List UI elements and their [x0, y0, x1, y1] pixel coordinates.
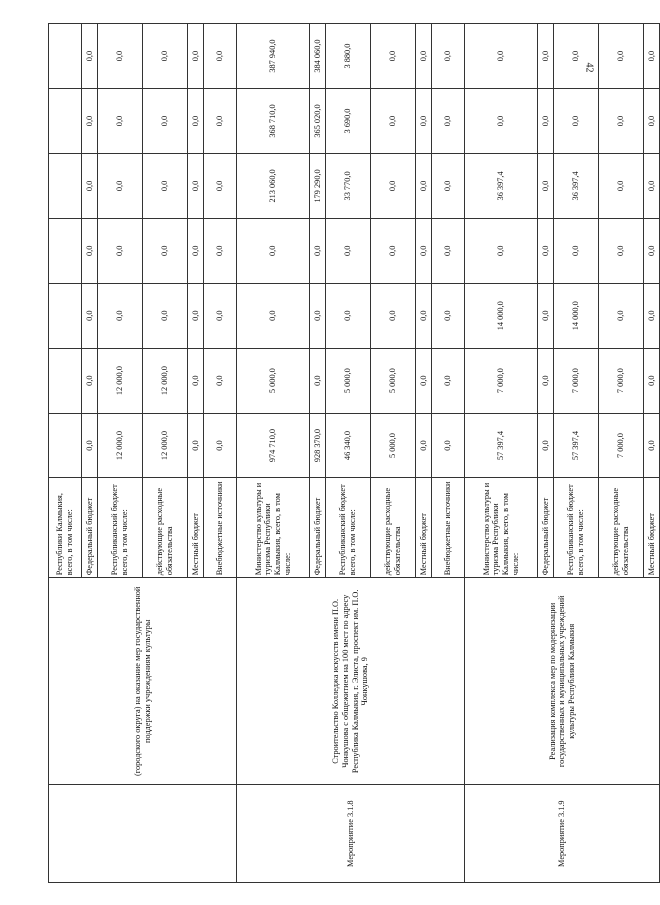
- amount-cell: [49, 88, 82, 153]
- amount-cell: 0,0: [538, 23, 554, 88]
- amount-cell: 0,0: [204, 218, 237, 283]
- amount-cell: 213 060,0: [237, 153, 310, 218]
- amount-cell: 0,0: [371, 23, 416, 88]
- amount-cell: 12 000,0: [143, 348, 188, 413]
- event-label-cell: [49, 784, 237, 882]
- funding-source-cell: Федеральный бюджет: [82, 477, 98, 577]
- amount-cell: 0,0: [644, 88, 660, 153]
- amount-cell: 7 000,0: [599, 413, 644, 478]
- amount-cell: 0,0: [143, 153, 188, 218]
- funding-source-cell: Местный бюджет: [644, 477, 660, 577]
- page-number: 42: [583, 62, 595, 73]
- amount-cell: 0,0: [237, 283, 310, 348]
- event-label-cell: Мероприятие 3.1.8: [237, 784, 465, 882]
- amount-cell: 0,0: [188, 88, 204, 153]
- event-label-cell: Мероприятие 3.1.9: [465, 784, 660, 882]
- amount-cell: 0,0: [237, 218, 310, 283]
- funding-source-cell: Республиканский бюджет всего, в том числе:: [326, 477, 371, 577]
- amount-cell: 5 000,0: [237, 348, 310, 413]
- funding-source-cell: Федеральный бюджет: [538, 477, 554, 577]
- amount-cell: 3 880,0: [326, 23, 371, 88]
- amount-cell: 0,0: [416, 153, 432, 218]
- amount-cell: 0,0: [371, 88, 416, 153]
- amount-cell: 0,0: [82, 153, 98, 218]
- amount-cell: 0,0: [188, 413, 204, 478]
- amount-cell: 0,0: [82, 348, 98, 413]
- amount-cell: 0,0: [188, 218, 204, 283]
- amount-cell: 0,0: [432, 283, 465, 348]
- funding-source-cell: Внебюджетные источники: [432, 477, 465, 577]
- amount-cell: 0,0: [82, 413, 98, 478]
- funding-source-cell: Министерство культуры и туризма Республики Калмыкия, всего, в том числе:: [237, 477, 310, 577]
- amount-cell: 0,0: [416, 413, 432, 478]
- amount-cell: 0,0: [554, 218, 599, 283]
- amount-cell: [49, 283, 82, 348]
- amount-cell: 0,0: [98, 218, 143, 283]
- amount-cell: 36 397,4: [465, 153, 538, 218]
- amount-cell: 0,0: [432, 413, 465, 478]
- table-row: [237, 23, 310, 882]
- amount-cell: 0,0: [432, 88, 465, 153]
- amount-cell: 0,0: [599, 23, 644, 88]
- amount-cell: 974 710,0: [237, 413, 310, 478]
- budget-table-body: [49, 23, 660, 882]
- amount-cell: 36 397,4: [554, 153, 599, 218]
- amount-cell: 387 940,0: [237, 23, 310, 88]
- amount-cell: 0,0: [644, 348, 660, 413]
- funding-source-cell: Местный бюджет: [416, 477, 432, 577]
- amount-cell: 0,0: [204, 413, 237, 478]
- amount-cell: 0,0: [310, 283, 326, 348]
- amount-cell: 0,0: [538, 153, 554, 218]
- amount-cell: 0,0: [98, 153, 143, 218]
- amount-cell: 179 290,0: [310, 153, 326, 218]
- amount-cell: 12 000,0: [98, 413, 143, 478]
- amount-cell: 0,0: [465, 218, 538, 283]
- amount-cell: 0,0: [143, 218, 188, 283]
- amount-cell: 0,0: [644, 218, 660, 283]
- amount-cell: 0,0: [416, 283, 432, 348]
- amount-cell: 0,0: [143, 88, 188, 153]
- amount-cell: 0,0: [465, 23, 538, 88]
- amount-cell: 368 710,0: [237, 88, 310, 153]
- funding-source-cell: Министерство культуры и туризма Республики Калмыкия, всего, в том числе:: [465, 477, 538, 577]
- amount-cell: 0,0: [204, 153, 237, 218]
- amount-cell: 0,0: [204, 23, 237, 88]
- amount-cell: 0,0: [554, 23, 599, 88]
- amount-cell: 14 000,0: [465, 283, 538, 348]
- amount-cell: 7 000,0: [599, 348, 644, 413]
- amount-cell: 0,0: [554, 88, 599, 153]
- amount-cell: 0,0: [82, 283, 98, 348]
- amount-cell: 0,0: [416, 218, 432, 283]
- amount-cell: 0,0: [326, 218, 371, 283]
- amount-cell: 12 000,0: [98, 348, 143, 413]
- amount-cell: [49, 348, 82, 413]
- amount-cell: 0,0: [432, 348, 465, 413]
- event-name-cell: Реализация комплекса мер по модернизации государственных и муниципальных учреждений культуры Республики Калмыкия: [465, 577, 660, 784]
- amount-cell: 0,0: [416, 23, 432, 88]
- amount-cell: 0,0: [82, 23, 98, 88]
- amount-cell: 365 020,0: [310, 88, 326, 153]
- amount-cell: 14 000,0: [554, 283, 599, 348]
- amount-cell: 0,0: [204, 283, 237, 348]
- amount-cell: 57 397,4: [554, 413, 599, 478]
- amount-cell: 0,0: [644, 283, 660, 348]
- amount-cell: 0,0: [599, 283, 644, 348]
- amount-cell: 7 000,0: [465, 348, 538, 413]
- amount-cell: 0,0: [432, 153, 465, 218]
- amount-cell: 0,0: [188, 348, 204, 413]
- amount-cell: 3 690,0: [326, 88, 371, 153]
- amount-cell: 0,0: [371, 283, 416, 348]
- table-row: [465, 23, 538, 882]
- amount-cell: 0,0: [644, 413, 660, 478]
- amount-cell: 0,0: [143, 283, 188, 348]
- amount-cell: [49, 218, 82, 283]
- amount-cell: 0,0: [371, 218, 416, 283]
- amount-cell: 0,0: [98, 23, 143, 88]
- amount-cell: 0,0: [82, 88, 98, 153]
- rotated-table-wrapper: [48, 23, 656, 883]
- funding-source-cell: действующие расходные обязательства: [371, 477, 416, 577]
- amount-cell: 0,0: [371, 153, 416, 218]
- amount-cell: 0,0: [326, 283, 371, 348]
- amount-cell: [49, 413, 82, 478]
- funding-source-cell: Местный бюджет: [188, 477, 204, 577]
- amount-cell: 0,0: [188, 283, 204, 348]
- amount-cell: 0,0: [310, 348, 326, 413]
- funding-source-cell: Внебюджетные источники: [204, 477, 237, 577]
- amount-cell: 12 000,0: [143, 413, 188, 478]
- amount-cell: 0,0: [538, 218, 554, 283]
- amount-cell: 0,0: [310, 218, 326, 283]
- amount-cell: [49, 23, 82, 88]
- amount-cell: 0,0: [538, 88, 554, 153]
- event-name-cell: (городского округа) на оказание мер государственной поддержки учреждениям культуры: [49, 577, 237, 784]
- event-name-cell: Строительство Колледжа искусств имени П.О. Чонкушова с общежитием на 100 мест по адресу Республика Калмыкия, г. Элиста, проспект им. П.О. Чонкушова, 9: [237, 577, 465, 784]
- amount-cell: 0,0: [98, 283, 143, 348]
- amount-cell: 0,0: [599, 153, 644, 218]
- amount-cell: 0,0: [599, 218, 644, 283]
- amount-cell: 57 397,4: [465, 413, 538, 478]
- funding-source-cell: действующие расходные обязательства: [143, 477, 188, 577]
- amount-cell: 0,0: [82, 218, 98, 283]
- amount-cell: 0,0: [644, 23, 660, 88]
- amount-cell: 928 370,0: [310, 413, 326, 478]
- amount-cell: 0,0: [538, 348, 554, 413]
- funding-source-cell: Федеральный бюджет: [310, 477, 326, 577]
- amount-cell: [49, 153, 82, 218]
- amount-cell: 0,0: [644, 153, 660, 218]
- amount-cell: 0,0: [204, 348, 237, 413]
- amount-cell: 0,0: [538, 413, 554, 478]
- funding-source-cell: Республики Калмыкия, всего, в том числе:: [49, 477, 82, 577]
- table-row: [49, 23, 82, 882]
- funding-source-cell: Республиканский бюджет всего, в том числе:: [98, 477, 143, 577]
- amount-cell: 5 000,0: [371, 413, 416, 478]
- amount-cell: 5 000,0: [371, 348, 416, 413]
- amount-cell: 0,0: [204, 88, 237, 153]
- budget-table: [48, 23, 660, 883]
- amount-cell: 0,0: [98, 88, 143, 153]
- amount-cell: 0,0: [432, 23, 465, 88]
- amount-cell: 0,0: [465, 88, 538, 153]
- amount-cell: 0,0: [432, 218, 465, 283]
- amount-cell: 5 000,0: [326, 348, 371, 413]
- funding-source-cell: Республиканский бюджет всего, в том числе:: [554, 477, 599, 577]
- amount-cell: 0,0: [188, 23, 204, 88]
- amount-cell: 384 060,0: [310, 23, 326, 88]
- amount-cell: 0,0: [143, 23, 188, 88]
- amount-cell: 0,0: [538, 283, 554, 348]
- amount-cell: 7 000,0: [554, 348, 599, 413]
- amount-cell: 33 770,0: [326, 153, 371, 218]
- amount-cell: 0,0: [416, 88, 432, 153]
- amount-cell: 46 340,0: [326, 413, 371, 478]
- amount-cell: 0,0: [188, 153, 204, 218]
- funding-source-cell: действующие расходные обязательства: [599, 477, 644, 577]
- amount-cell: 0,0: [599, 88, 644, 153]
- amount-cell: 0,0: [416, 348, 432, 413]
